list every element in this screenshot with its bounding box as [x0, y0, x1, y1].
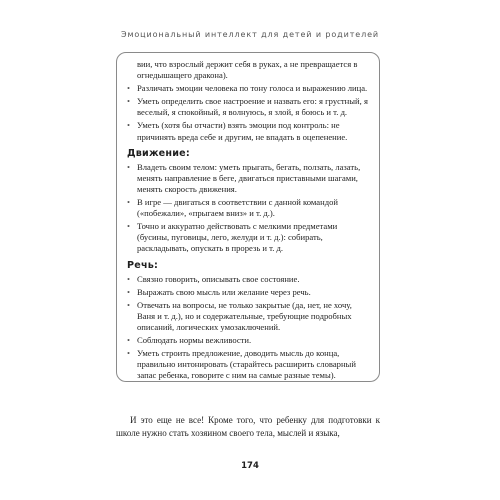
list-item: • Владеть своим телом: уметь прыгать, бегать, ползать, лазать, менять направление в беге, двигаться приставными шагами, менять скорость движения.	[127, 162, 369, 195]
speech-heading: Речь:	[127, 259, 159, 271]
skills-box	[116, 52, 380, 382]
movement-heading: Движение:	[127, 147, 190, 159]
list-item: • В игре — двигаться в соответствии с данной командой («побежали», «прыгаем вниз» и т. д.).	[127, 197, 369, 219]
list-item: • Точно и аккуратно действовать с мелкими предметами (бусины, пуговицы, лего, желуди и т. д.): собирать, раскладывать, опускать в прорезь и т. д.	[127, 221, 369, 254]
list-item: • Отвечать на вопросы, не только закрытые (да, нет, не хочу, Ваня и т. д.), но и содержательные, требующие подробных описаний, логических умозаключений.	[127, 300, 369, 333]
emotion-list	[127, 83, 369, 142]
list-item: • Выражать свою мысль или желание через речь.	[127, 287, 369, 298]
box-intro: вии, что взрослый держит себя в руках, а не превращается в огнедышащего дракона).	[137, 59, 358, 81]
list-item: • Различать эмоции человека по тону голоса и выражению лица.	[127, 83, 369, 94]
body-paragraph: И это еще не все! Кроме того, что ребенку для подготовки к школе нужно стать хозяином своего тела, мыслей и языка,	[116, 415, 380, 438]
page-number: 174	[241, 461, 259, 471]
speech-list	[127, 274, 369, 382]
list-item: • Уметь строить предложение, доводить мысль до конца, правильно интонировать (старайтесь расширить словарный запас ребенка, говорите с ним на самые разные темы).	[127, 348, 369, 381]
movement-list	[127, 162, 369, 255]
list-item: • Уметь определить свое настроение и назвать его: я грустный, я веселый, я спокойный, я волнуюсь, я злой, я боюсь и т. д.	[127, 96, 369, 118]
running-head: Эмоциональный интеллект для детей и родителей	[120, 30, 380, 39]
list-item: • Связно говорить, описывать свое состояние.	[127, 274, 369, 285]
list-item: • Соблюдать нормы вежливости.	[127, 335, 369, 346]
list-item: • Уметь (хотя бы отчасти) взять эмоции под контроль: не причинять вреда себе и другим, не впадать в оцепенение.	[127, 120, 369, 142]
